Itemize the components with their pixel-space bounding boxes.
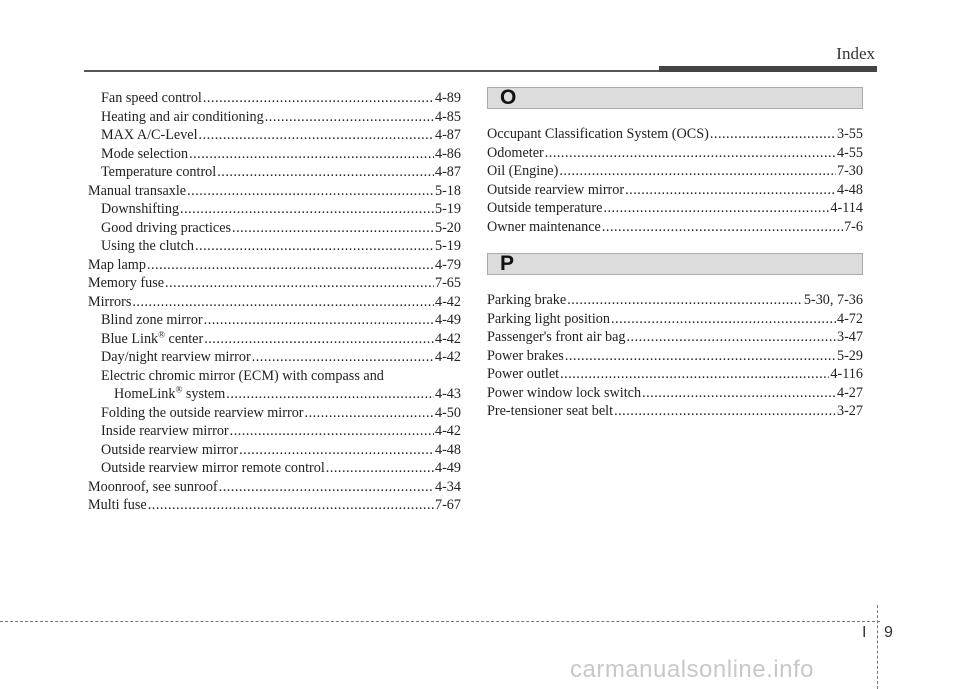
- index-entry: [88, 108, 461, 127]
- index-entry: [88, 126, 461, 145]
- index-entry-term: Outside temperature: [487, 200, 603, 216]
- footer-vertical-rule: [877, 605, 878, 689]
- index-entry-term: Odometer: [487, 144, 544, 161]
- index-entry-term: Outside rearview mirror remote control: [101, 460, 325, 476]
- index-entry: [88, 478, 461, 497]
- index-entry-term: Map lamp: [88, 256, 146, 273]
- leader-dots: [132, 293, 434, 312]
- watermark: carmanualsonline.info: [570, 656, 814, 683]
- section-letter-p: P: [500, 252, 515, 275]
- index-entry: [88, 89, 461, 108]
- index-entry: [88, 237, 461, 256]
- leader-dots: [219, 478, 434, 497]
- index-entry: [88, 219, 461, 238]
- index-entry-term: Fan speed control: [101, 90, 202, 106]
- leader-dots: [326, 459, 434, 478]
- index-entry-page: 3-27: [836, 403, 863, 419]
- index-section-p: [487, 291, 863, 421]
- leader-dots: [305, 404, 434, 423]
- leader-dots: [226, 385, 434, 404]
- leader-dots: [199, 126, 434, 145]
- index-entry-page: 5-29: [836, 347, 863, 364]
- index-entry: [487, 365, 863, 384]
- index-entry-page: 3-47: [836, 329, 863, 345]
- index-entry: [487, 125, 863, 144]
- index-entry-page: 4-42: [434, 423, 461, 439]
- index-entry-page: 4-48: [836, 181, 863, 198]
- index-entry-term: Good driving practices: [101, 219, 232, 236]
- index-entry-term: Passenger's front air bag: [487, 329, 626, 345]
- index-entry-term: Blind zone mirror: [101, 312, 203, 328]
- leader-dots: [203, 89, 434, 108]
- index-entry-page: 4-72: [836, 310, 863, 327]
- index-entry: [88, 459, 461, 478]
- index-entry: [487, 218, 863, 237]
- leader-dots: [710, 125, 836, 144]
- index-entry: [487, 402, 863, 421]
- index-entry-term: Using the clutch: [101, 238, 194, 254]
- index-entry-term: Mirrors: [88, 293, 132, 310]
- index-entry-page: 4-42: [434, 349, 461, 365]
- index-entry: [487, 181, 863, 200]
- index-entry-term: Power outlet: [487, 366, 560, 382]
- index-entry-term: Blue Link® center: [101, 328, 204, 347]
- leader-dots: [180, 200, 434, 219]
- leader-dots: [217, 163, 434, 182]
- section-letter-o: O: [500, 86, 517, 109]
- index-entry-term: Pre-tensioner seat belt: [487, 403, 614, 419]
- index-entry-term: Parking brake: [487, 292, 567, 308]
- index-entry-term: MAX A/C-Level: [101, 127, 198, 143]
- index-section-o: [487, 125, 863, 236]
- footer-page-number: 9: [884, 624, 893, 641]
- leader-dots: [567, 291, 803, 310]
- leader-dots: [265, 108, 434, 127]
- index-entry-page: 5-18: [434, 182, 461, 199]
- index-entry: [487, 328, 863, 347]
- leader-dots: [165, 274, 434, 293]
- index-column-left: [88, 89, 461, 515]
- index-entry-page: 7-30: [836, 163, 863, 179]
- index-entry-page: 4-49: [434, 312, 461, 328]
- index-entry: [487, 291, 863, 310]
- index-entry-term: HomeLink® system: [114, 384, 226, 402]
- index-entry-page: 7-67: [434, 497, 461, 513]
- leader-dots: [148, 496, 434, 515]
- index-entry-term: Memory fuse: [88, 275, 165, 291]
- index-entry-page: 4-79: [434, 256, 461, 273]
- index-entry-page: 4-48: [434, 441, 461, 458]
- index-entry-term: Temperature control: [101, 164, 217, 180]
- index-entry: [88, 441, 461, 460]
- index-entry: [88, 200, 461, 219]
- index-entry: [487, 347, 863, 366]
- leader-dots: [614, 402, 836, 421]
- leader-dots: [189, 145, 434, 164]
- leader-dots: [611, 310, 836, 329]
- index-entry-page: 5-20: [434, 219, 461, 236]
- index-entry-term: Oil (Engine): [487, 163, 559, 179]
- index-entry: [88, 293, 461, 312]
- index-entry-term: Inside rearview mirror: [101, 423, 229, 439]
- index-entry: [88, 256, 461, 275]
- header-accent-bar: [659, 66, 877, 72]
- index-entry-page: 3-55: [836, 126, 863, 142]
- leader-dots: [642, 384, 836, 403]
- index-entry-page: 4-85: [434, 108, 461, 125]
- index-entry: [487, 162, 863, 181]
- page-header-title: Index: [836, 44, 875, 63]
- index-entry: [88, 163, 461, 182]
- leader-dots: [204, 311, 434, 330]
- index-entry-term: Parking light position: [487, 310, 610, 327]
- index-entry-page: 7-65: [434, 275, 461, 291]
- index-entry: [487, 310, 863, 329]
- index-entry: [88, 330, 461, 349]
- index-entry-page: 4-114: [830, 200, 863, 216]
- index-entry-page: 4-27: [836, 384, 863, 401]
- leader-dots: [147, 256, 434, 275]
- index-entry: [88, 367, 461, 386]
- index-entry-term: Electric chromic mirror (ECM) with compass and: [101, 367, 384, 384]
- footer-section-label: I: [862, 624, 867, 641]
- leader-dots: [239, 441, 434, 460]
- index-entry: [88, 274, 461, 293]
- index-entry: [88, 145, 461, 164]
- leader-dots: [560, 365, 829, 384]
- index-entry-page: 4-87: [434, 164, 461, 180]
- index-entry-term: Folding the outside rearview mirror: [101, 404, 304, 421]
- leader-dots: [195, 237, 434, 256]
- leader-dots: [187, 182, 434, 201]
- leader-dots: [545, 144, 836, 163]
- index-entry: [88, 182, 461, 201]
- index-entry-term: Moonroof, see sunroof: [88, 478, 218, 495]
- leader-dots: [252, 348, 434, 367]
- index-entry-page: 4-87: [434, 127, 461, 143]
- index-entry-term: Day/night rearview mirror: [101, 349, 251, 365]
- index-entry-page: 4-89: [434, 90, 461, 106]
- index-entry: [487, 384, 863, 403]
- index-entry-term: Power window lock switch: [487, 384, 642, 401]
- index-entry: [487, 199, 863, 218]
- index-entry-term: Downshifting: [101, 201, 180, 217]
- index-entry-page: 4-42: [434, 293, 461, 310]
- index-entry: [88, 385, 461, 404]
- index-entry-page: 7-6: [844, 218, 863, 235]
- index-entry: [487, 144, 863, 163]
- index-entry-page: 4-43: [434, 386, 461, 402]
- leader-dots: [625, 181, 836, 200]
- index-entry-term: Occupant Classification System (OCS): [487, 126, 709, 142]
- index-entry-term: Outside rearview mirror: [101, 441, 239, 458]
- index-entry-page: 4-42: [434, 330, 461, 347]
- index-entry-page: 4-55: [836, 144, 863, 161]
- index-entry-page: 5-19: [434, 201, 461, 217]
- leader-dots: [602, 218, 843, 237]
- leader-dots: [626, 328, 836, 347]
- leader-dots: [204, 330, 434, 349]
- index-entry-term: Heating and air conditioning: [101, 108, 264, 125]
- section-header-p: [487, 253, 863, 275]
- leader-dots: [559, 162, 836, 181]
- index-entry-page: 4-50: [434, 404, 461, 421]
- index-entry-term: Mode selection: [101, 145, 189, 162]
- index-entry-page: 5-19: [434, 238, 461, 254]
- leader-dots: [603, 199, 829, 218]
- index-entry-term: Outside rearview mirror: [487, 181, 625, 198]
- leader-dots: [230, 422, 434, 441]
- index-entry: [88, 496, 461, 515]
- index-entry: [88, 404, 461, 423]
- footer-dashed-rule: [0, 621, 880, 622]
- index-entry-term: Manual transaxle: [88, 182, 187, 199]
- index-entry-term: Multi fuse: [88, 497, 147, 513]
- index-entry-term: Power brakes: [487, 347, 564, 364]
- leader-dots: [565, 347, 836, 366]
- index-entry-page: 4-49: [434, 460, 461, 476]
- index-entry-page: 4-34: [434, 478, 461, 495]
- index-entry-term: Owner maintenance: [487, 218, 601, 235]
- index-entry-page: 5-30, 7-36: [803, 292, 863, 308]
- index-entry: [88, 348, 461, 367]
- index-entry: [88, 422, 461, 441]
- index-entry-page: 4-86: [434, 145, 461, 162]
- index-entry-page: 4-116: [830, 366, 863, 382]
- leader-dots: [232, 219, 434, 238]
- section-header-o: [487, 87, 863, 109]
- index-entry: [88, 311, 461, 330]
